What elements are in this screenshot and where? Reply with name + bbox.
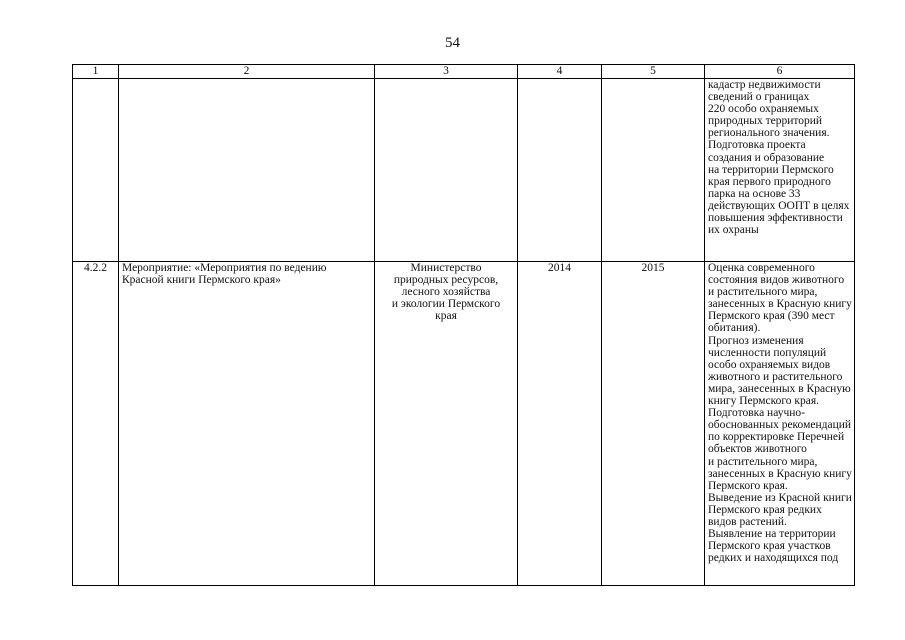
column-header-5: 5 <box>602 65 705 79</box>
result-line: сведений о границах <box>708 91 810 104</box>
result-line: на территории Пермского <box>708 163 834 176</box>
result-line: Выявление на территории <box>708 528 836 541</box>
program-table <box>72 64 855 586</box>
cell-activity <box>119 262 375 586</box>
cell-continued-result <box>705 79 855 262</box>
column-header-3: 3 <box>375 65 518 79</box>
cell-row-number: 4.2.2 <box>73 262 119 586</box>
result-line: занесенных в Красную книгу <box>708 467 852 480</box>
executor-line: и экологии Пермского <box>391 298 501 311</box>
cell-empty-number <box>73 79 119 262</box>
result-line: Прогноз изменения <box>708 334 804 347</box>
executor-line: природных ресурсов, <box>393 274 499 287</box>
activity-line: Красной книги Пермского края» <box>122 274 281 287</box>
result-line: Оценка современного <box>708 262 815 274</box>
table-header-row <box>73 65 855 79</box>
column-header-2: 2 <box>119 65 375 79</box>
result-line: природных территорий <box>708 115 823 128</box>
result-line: повышения эффективности <box>708 212 843 225</box>
result-line: объектов животного <box>708 443 807 456</box>
result-line: редких и находящихся под <box>708 552 839 565</box>
result-line: Пермского края (390 мест <box>708 310 835 323</box>
activity-line: Мероприятие: «Мероприятия по ведению <box>122 262 327 274</box>
result-line: животного и растительного <box>708 370 843 383</box>
executor-line: лесного хозяйства <box>401 286 491 299</box>
table-row-continued <box>73 79 855 262</box>
result-line: их охраны <box>708 224 759 237</box>
result-line: Пермского края редких <box>708 503 822 516</box>
result-line: книгу Пермского края. <box>708 395 820 408</box>
cell-start-year: 2014 <box>518 262 602 586</box>
table-row-4-2-2 <box>73 262 855 586</box>
result-line: и растительного мира, <box>708 455 818 468</box>
result-line: видов растений. <box>708 515 787 528</box>
result-line: особо охраняемых видов <box>708 358 831 371</box>
column-header-6: 6 <box>705 65 855 79</box>
cell-empty-executor <box>375 79 518 262</box>
result-line: Выведение из Красной книги <box>708 491 852 504</box>
result-line: Пермского края участков <box>708 540 831 553</box>
result-line: по корректировке Перечней <box>708 431 845 444</box>
executor-line: Министерство <box>410 262 482 274</box>
result-line: и растительного мира, <box>708 286 818 299</box>
result-line: численности популяций <box>708 346 827 359</box>
result-line: мира, занесенных в Красную <box>708 382 851 395</box>
cell-executor <box>375 262 518 586</box>
cell-empty-activity <box>119 79 375 262</box>
column-header-1: 1 <box>73 65 119 79</box>
cell-empty-end <box>602 79 705 262</box>
cell-result <box>705 262 855 586</box>
executor-line: края <box>435 310 457 323</box>
result-line: создания и образование <box>708 151 825 164</box>
result-line: Подготовка проекта <box>708 139 806 152</box>
result-line: обитания). <box>708 322 761 335</box>
cell-empty-start <box>518 79 602 262</box>
result-line: края первого природного <box>708 175 831 188</box>
result-line: состояния видов животного <box>708 274 845 287</box>
page-number: 54 <box>445 35 460 51</box>
result-line: действующих ООПТ в целях <box>708 199 850 212</box>
result-line: Подготовка научно- <box>708 407 805 420</box>
column-header-4: 4 <box>518 65 602 79</box>
result-line: кадастр недвижимости <box>708 79 821 91</box>
cell-end-year: 2015 <box>602 262 705 586</box>
result-line: парка на основе 33 <box>708 187 801 200</box>
result-line: 220 особо охраняемых <box>708 103 819 116</box>
result-line: занесенных в Красную книгу <box>708 298 852 311</box>
result-line: регионального значения. <box>708 127 830 140</box>
result-line: обоснованных рекомендаций <box>708 419 852 432</box>
result-line: Пермского края. <box>708 479 788 492</box>
